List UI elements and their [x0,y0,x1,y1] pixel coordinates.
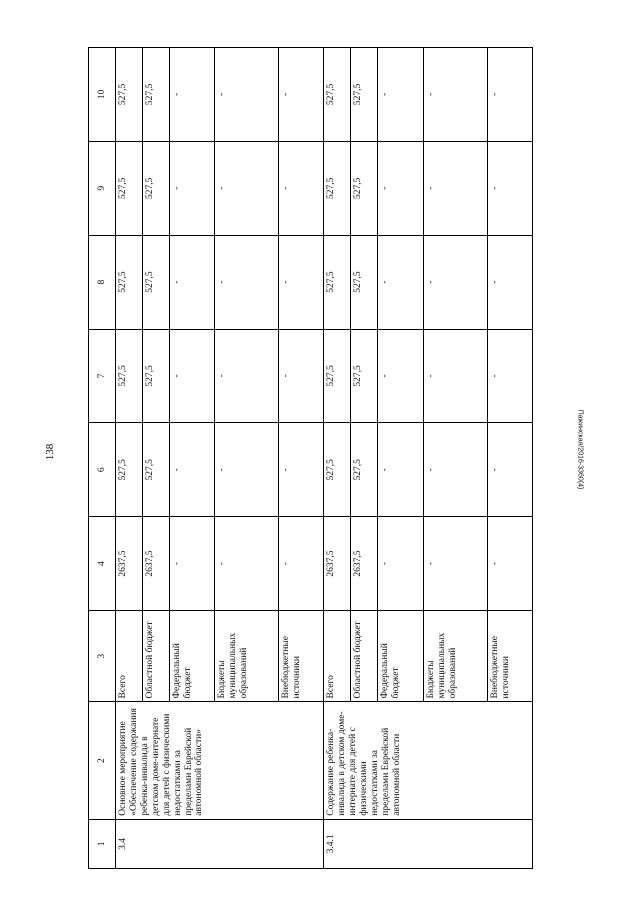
header-cell: 3 [89,611,116,702]
value-cell: - [423,141,487,235]
value-cell: - [169,517,214,611]
header-cell: 8 [89,235,116,329]
section-title: Содержание ребенка-инвалида в детском доме-интернате для детей с физическими недостатками за пределами Еврейской автономной области [324,702,533,819]
value-cell: - [279,141,324,235]
value-cell: - [279,423,324,517]
value-cell: - [279,235,324,329]
funding-source: Внебюджетные источники [487,611,532,702]
table-rotation-frame [88,47,533,869]
value-cell: - [378,48,423,142]
value-cell: - [378,141,423,235]
funding-source: Федеральный бюджет [169,611,214,702]
value-cell: - [423,423,487,517]
header-cell: 10 [89,48,116,142]
value-cell: - [215,141,279,235]
value-cell: - [169,141,214,235]
value-cell: 527,5 [142,329,169,423]
value-cell: - [169,235,214,329]
funding-source: Всего [324,611,351,702]
value-cell: 2637,5 [116,517,143,611]
value-cell: - [423,517,487,611]
value-cell: 527,5 [142,48,169,142]
value-cell: 527,5 [324,235,351,329]
page-number: 138 [44,443,56,461]
header-cell: 6 [89,423,116,517]
value-cell: - [378,235,423,329]
value-cell: 527,5 [142,423,169,517]
value-cell: - [279,517,324,611]
funding-source: Внебюджетные источники [279,611,324,702]
value-cell: - [215,329,279,423]
value-cell: - [279,48,324,142]
value-cell: 527,5 [324,423,351,517]
value-cell: 527,5 [351,235,378,329]
value-cell: - [169,48,214,142]
funding-source: Всего [116,611,143,702]
value-cell: - [487,517,532,611]
value-cell: - [169,423,214,517]
value-cell: - [378,329,423,423]
value-cell: - [423,329,487,423]
document-code: Пажинская/2016-3360(4) [576,409,584,490]
funding-source: Бюджеты муниципальных образований [423,611,487,702]
value-cell: 527,5 [142,235,169,329]
value-cell: - [487,235,532,329]
value-cell: 527,5 [116,329,143,423]
table-container [88,47,533,869]
value-cell: 527,5 [324,48,351,142]
value-cell: 527,5 [142,141,169,235]
value-cell: 527,5 [351,141,378,235]
value-cell: 527,5 [116,48,143,142]
value-cell: - [487,48,532,142]
section-title: Основное мероприятие «Обеспечение содержания ребенка-инвалида в детском доме-интернате для детей с физическими недостатками за пределами Еврейской автономной области» [116,702,324,819]
value-cell: 527,5 [116,235,143,329]
value-cell: 527,5 [324,141,351,235]
funding-source: Областной бюджет [351,611,378,702]
value-cell: 2637,5 [324,517,351,611]
funding-source: Федеральный бюджет [378,611,423,702]
value-cell: - [487,423,532,517]
value-cell: - [215,517,279,611]
value-cell: - [487,329,532,423]
section-number: 3.4.1 [324,819,533,868]
value-cell: - [215,423,279,517]
header-row [89,48,116,869]
value-cell: - [215,48,279,142]
value-cell: 527,5 [351,329,378,423]
funding-source: Бюджеты муниципальных образований [215,611,279,702]
value-cell: 2637,5 [142,517,169,611]
value-cell: - [279,329,324,423]
value-cell: - [215,235,279,329]
value-cell: - [423,48,487,142]
header-cell: 4 [89,517,116,611]
value-cell: 2637,5 [351,517,378,611]
value-cell: 527,5 [351,423,378,517]
budget-table [88,47,533,869]
value-cell: - [378,423,423,517]
value-cell: 527,5 [351,48,378,142]
section-number: 3.4 [116,819,324,868]
header-cell: 2 [89,702,116,819]
value-cell: - [378,517,423,611]
value-cell: - [169,329,214,423]
value-cell: 527,5 [324,329,351,423]
table-row [116,48,143,869]
table-row [324,48,351,869]
value-cell: 527,5 [116,423,143,517]
value-cell: 527,5 [116,141,143,235]
header-cell: 1 [89,819,116,868]
header-cell: 7 [89,329,116,423]
funding-source: Областной бюджет [142,611,169,702]
value-cell: - [423,235,487,329]
header-cell: 9 [89,141,116,235]
value-cell: - [487,141,532,235]
